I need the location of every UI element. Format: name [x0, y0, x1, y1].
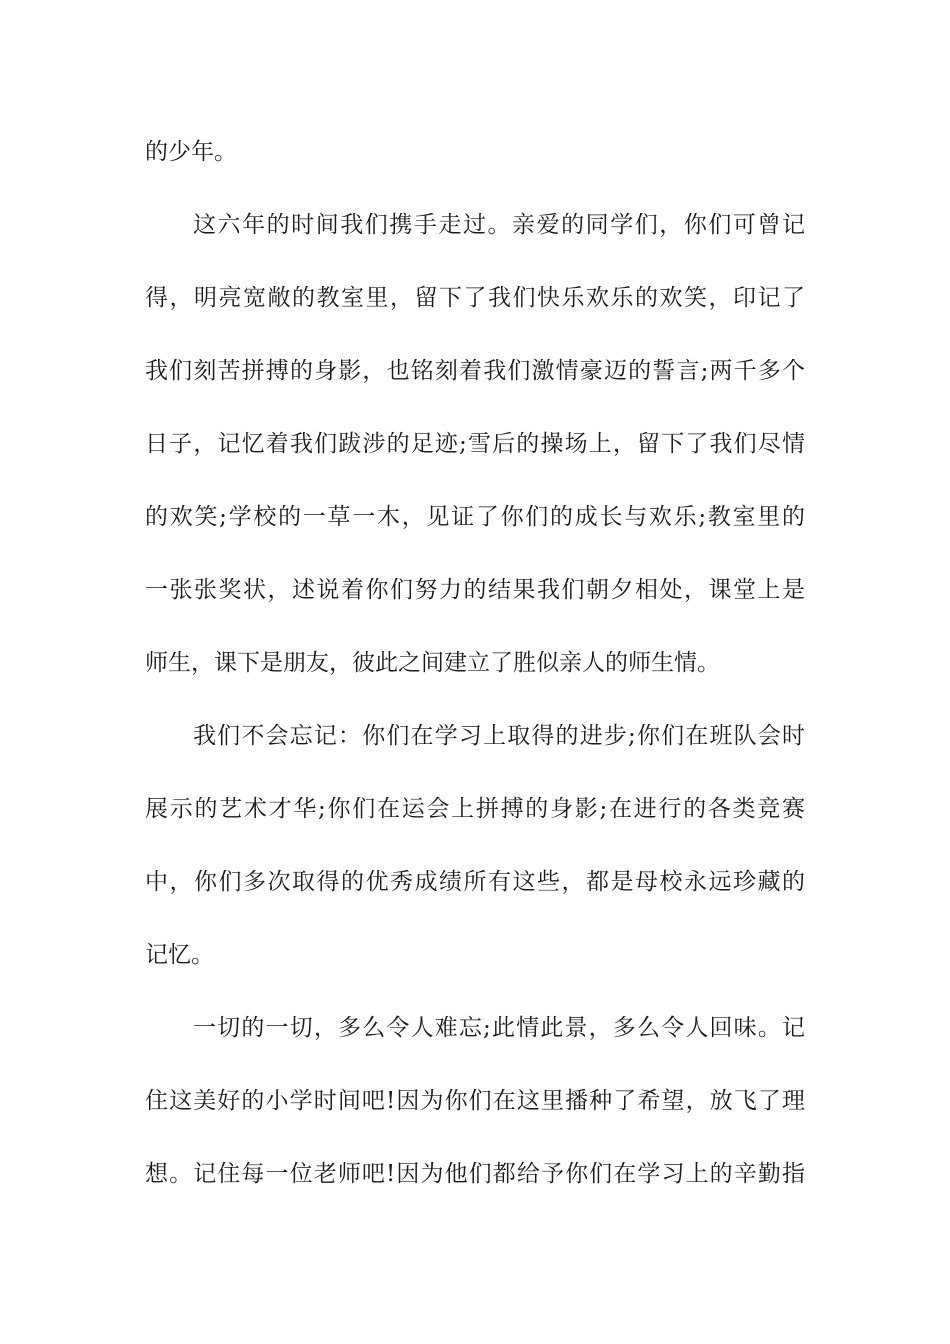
text-line: 住这美好的小学时间吧!因为你们在这里播种了希望，放飞了理	[145, 1088, 805, 1114]
paragraph-first-line: 一切的一切，多么令人难忘;此情此景，多么令人回味。记	[193, 1015, 805, 1041]
text-line: 展示的艺术才华;你们在运会上拼搏的身影;在进行的各类竞赛	[145, 796, 805, 822]
text-line: 中，你们多次取得的优秀成绩所有这些，都是母校永远珍藏的	[145, 869, 805, 895]
text-line: 一张张奖状，述说着你们努力的结果我们朝夕相处，课堂上是	[145, 577, 805, 603]
text-line: 记忆。	[145, 942, 214, 968]
text-line: 想。记住每一位老师吧!因为他们都给予你们在学习上的辛勤指	[145, 1161, 805, 1187]
paragraph-first-line: 我们不会忘记：你们在学习上取得的进步;你们在班队会时	[193, 723, 805, 749]
text-line: 的少年。	[145, 139, 237, 165]
text-line: 师生，课下是朋友，彼此之间建立了胜似亲人的师生情。	[145, 650, 720, 676]
text-line: 得，明亮宽敞的教室里，留下了我们快乐欢乐的欢笑，印记了	[145, 285, 805, 311]
text-line: 日子，记忆着我们跋涉的足迹;雪后的操场上，留下了我们尽情	[145, 431, 805, 457]
paragraph-first-line: 这六年的时间我们携手走过。亲爱的同学们，你们可曾记	[193, 212, 805, 238]
text-line: 的欢笑;学校的一草一木，见证了你们的成长与欢乐;教室里的	[145, 504, 805, 530]
text-line: 我们刻苦拼搏的身影，也铭刻着我们激情豪迈的誓言;两千多个	[145, 358, 805, 384]
